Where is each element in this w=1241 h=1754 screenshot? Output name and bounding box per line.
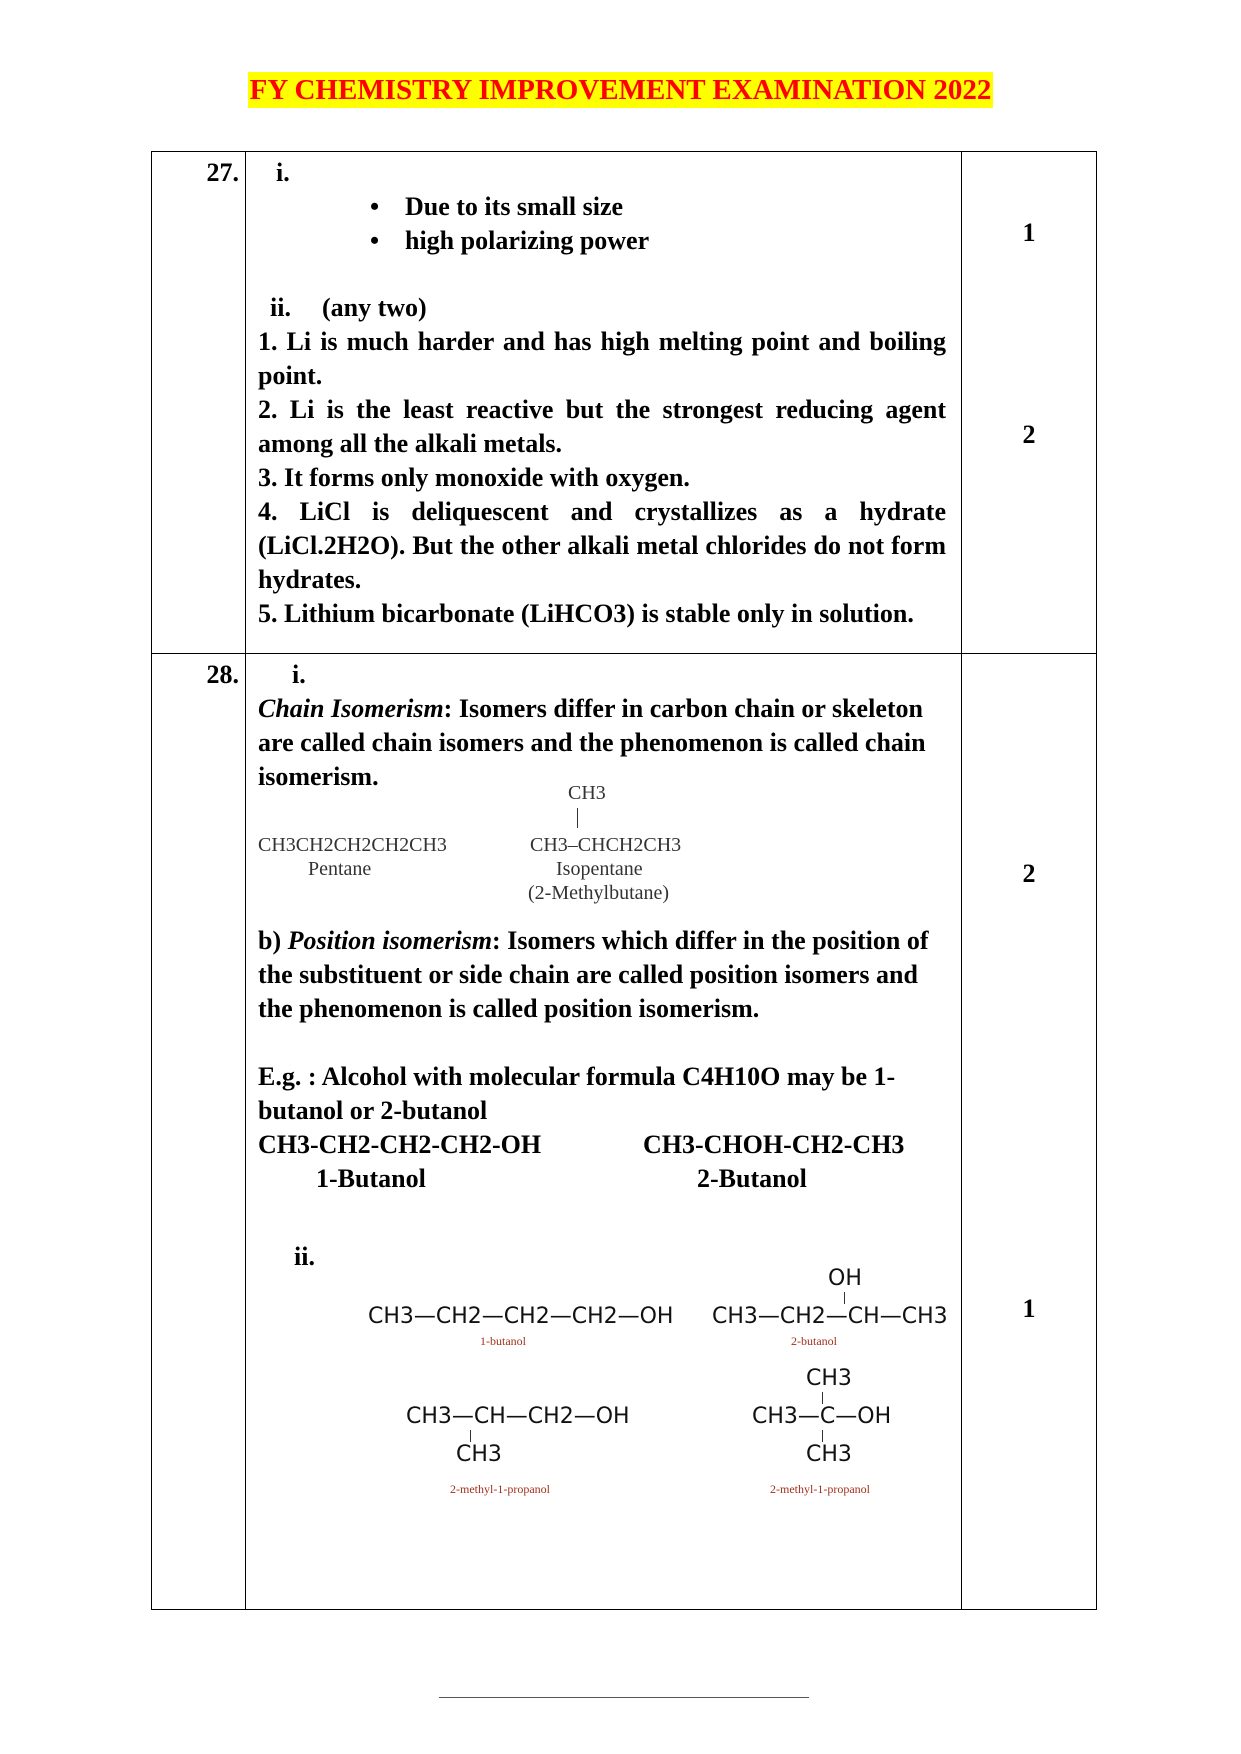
structure-2-butanol: CH3—CH2—CH—CH3 (712, 1304, 948, 1329)
structure-caption: 2-methyl-1-propanol (770, 1482, 870, 1496)
list-item: 5. Lithium bicarbonate (LiHCO3) is stable only in solution. (258, 599, 914, 628)
marks-cell (962, 654, 1097, 1610)
marks-value: 2 (1022, 420, 1036, 449)
question-number-cell (152, 654, 246, 1610)
part-ii-note: (any two) (321, 293, 427, 322)
list-item: 4. LiCl is deliquescent and crystallizes as a hydrate (LiCl.2H2O). But the other alkali metal chlorides do not form hydrates. (258, 497, 946, 594)
title-bar (0, 72, 1241, 108)
list-item: 2. Li is the least reactive but the strongest reducing agent among all the alkali metals. (258, 395, 946, 458)
structure-3-bottom: CH3 (456, 1442, 502, 1467)
position-isomerism-paragraph (258, 924, 958, 1026)
list-item: 1. Li is much harder and has high melting point and boiling point. (258, 327, 946, 390)
structure-4-bottom: CH3 (806, 1442, 852, 1467)
answer-cell (246, 654, 962, 1610)
points-list (258, 325, 946, 631)
structure-3-chain: CH3—CH—CH2—OH (406, 1404, 630, 1429)
definition: : Isomers which differ in the position of the substituent or side chain are called position isomers and the phenomenon is called position isomerism. (258, 926, 929, 1023)
structure-2-top: OH (828, 1266, 862, 1291)
bond-line (844, 1292, 845, 1304)
bond-line (470, 1430, 471, 1442)
list-item: • high polarizing power (370, 224, 649, 258)
term: Chain Isomerism (258, 694, 444, 723)
definition: : Isomers differ in carbon chain or skeleton are called chain isomers and the phenomenon is called chain isomerism. (258, 694, 926, 791)
answer-cell (246, 152, 962, 654)
chain-isomerism-paragraph (258, 692, 958, 794)
marks-value: 1 (1022, 1294, 1036, 1323)
bond-line (822, 1392, 823, 1404)
pentane-formula: CH3CH2CH2CH2CH3 (258, 834, 447, 856)
list-item: • Due to its small size (370, 190, 649, 224)
term: Position isomerism (287, 926, 493, 955)
answer-table (151, 151, 1097, 1610)
bullet-list (370, 190, 649, 258)
structure-4-top: CH3 (806, 1366, 852, 1391)
part-label (270, 291, 427, 325)
name-1-butanol: 1-Butanol (316, 1164, 426, 1193)
question-number-cell (152, 152, 246, 654)
marks-value: 1 (1022, 218, 1036, 247)
part-ii-label: ii. (270, 293, 291, 322)
structure-1-butanol: CH3—CH2—CH2—CH2—OH (368, 1304, 674, 1329)
bond-line (577, 808, 578, 828)
part-label: i. (292, 660, 306, 689)
example-paragraph: E.g. : Alcohol with molecular formula C4H10O may be 1-butanol or 2-butanol (258, 1062, 896, 1125)
structure-4-chain: CH3—C—OH (752, 1404, 892, 1429)
structure-caption: 2-methyl-1-propanol (450, 1482, 550, 1496)
question-number: 27. (206, 158, 239, 187)
prefix: b) (258, 926, 288, 955)
footer-divider (439, 1697, 809, 1698)
formula-2-butanol: CH3-CHOH-CH2-CH3 (643, 1130, 905, 1159)
part-label: ii. (294, 1242, 315, 1271)
marks-cell (962, 152, 1097, 654)
question-number: 28. (206, 660, 239, 689)
structure-caption: 2-butanol (791, 1334, 837, 1348)
isopentane-formula: CH3–CHCH2CH3 (530, 834, 682, 856)
page-title: FY CHEMISTRY IMPROVEMENT EXAMINATION 2022 (249, 74, 992, 106)
structure-caption: 1-butanol (480, 1334, 526, 1348)
isopentane-name: Isopentane (556, 858, 643, 880)
marks-value: 2 (1022, 859, 1036, 888)
part-label: i. (276, 158, 290, 187)
pentane-name: Pentane (308, 858, 372, 880)
formula-1-butanol: CH3-CH2-CH2-CH2-OH (258, 1130, 542, 1159)
bond-line (822, 1430, 823, 1442)
isopentane-branch: CH3 (568, 782, 606, 804)
isopentane-iupac: (2-Methylbutane) (528, 882, 670, 904)
name-2-butanol: 2-Butanol (697, 1164, 807, 1193)
table-row (152, 152, 1097, 654)
table-row (152, 654, 1097, 1610)
list-item: 3. It forms only monoxide with oxygen. (258, 463, 690, 492)
